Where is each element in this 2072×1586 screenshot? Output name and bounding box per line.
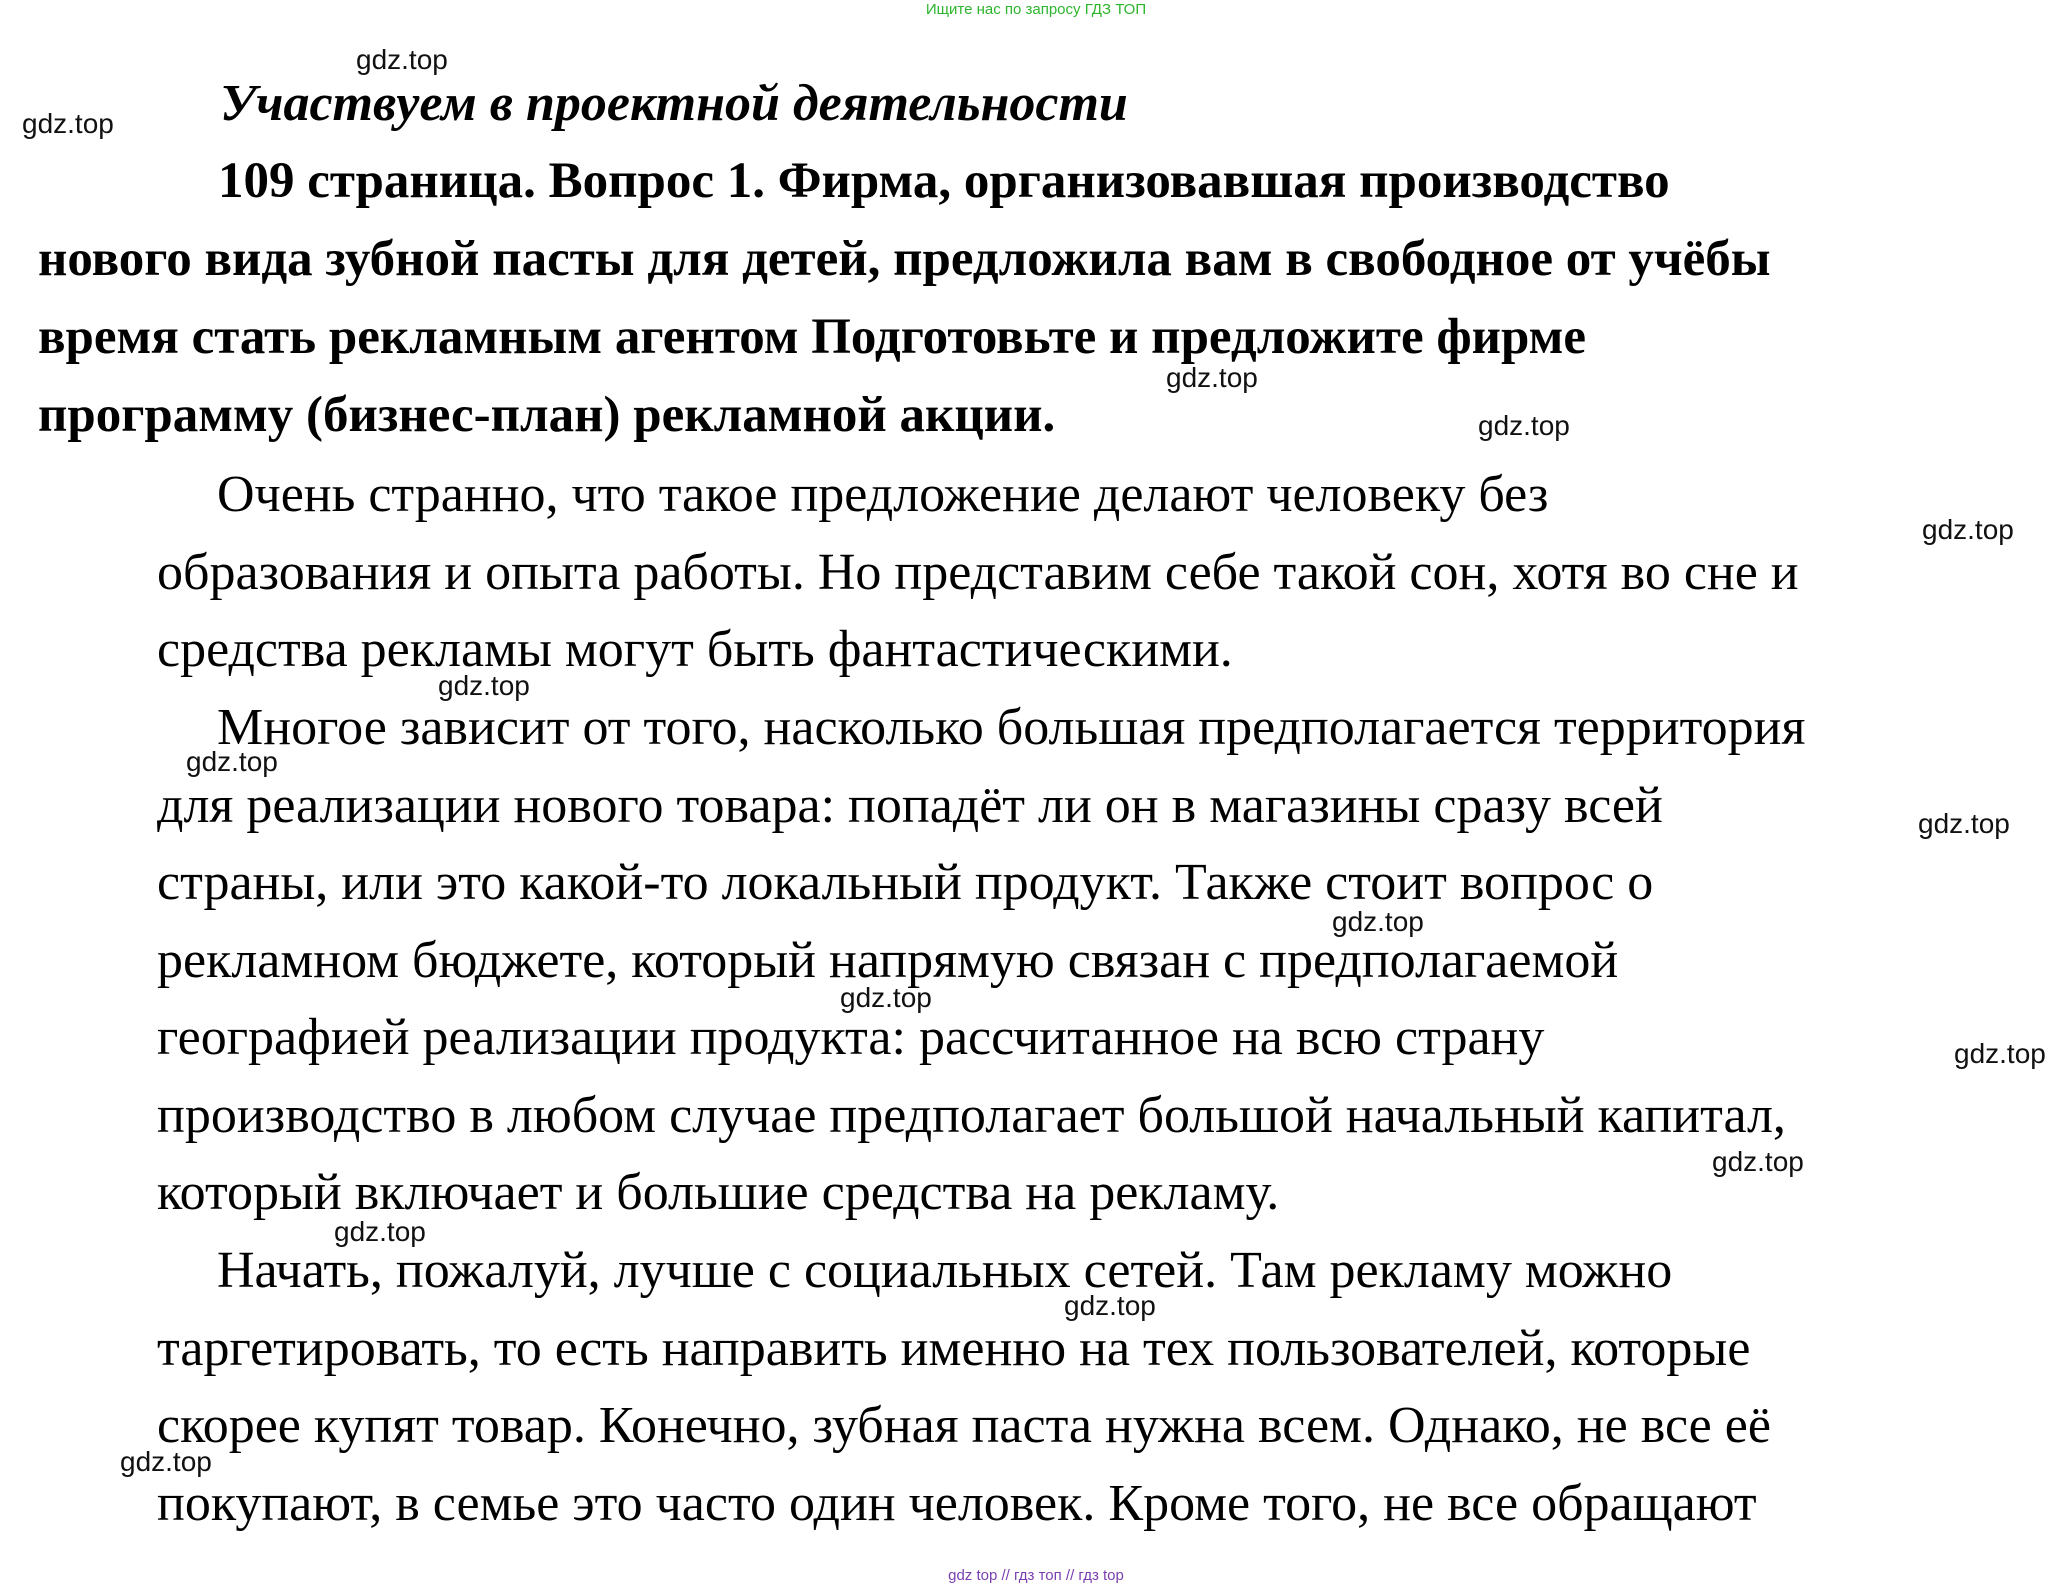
watermark: gdz.top bbox=[1954, 1038, 2046, 1069]
paragraph-line: рекламном бюджете, который напрямую связан с предполагаемой bbox=[157, 931, 1619, 989]
question-line: время стать рекламным агентом Подготовьте и предложите фирме bbox=[38, 309, 1586, 365]
answer-paragraph-3 bbox=[157, 1232, 2057, 1542]
watermark: gdz.top bbox=[1922, 514, 2014, 545]
watermark: gdz.top bbox=[334, 1216, 426, 1247]
paragraph-line: таргетировать, то есть направить именно на тех пользователей, которые bbox=[157, 1319, 1751, 1377]
watermark: gdz.top bbox=[186, 746, 278, 777]
paragraph-line: Очень странно, что такое предложение делают человеку без bbox=[217, 466, 1549, 523]
paragraph-line: образования и опыта работы. Но представим себе такой сон, хотя во сне и bbox=[157, 543, 1799, 601]
paragraph-line: средства рекламы могут быть фантастическими. bbox=[157, 621, 1233, 678]
question-line: нового вида зубной пасты для детей, предложила вам в свободное от учёбы bbox=[38, 231, 1771, 287]
watermark: gdz.top bbox=[1712, 1146, 1804, 1177]
top-banner: Ищите нас по запросу ГДЗ ТОП bbox=[925, 1, 1147, 18]
watermark: gdz.top bbox=[1332, 906, 1424, 937]
bottom-banner: gdz top // гдз топ // гдз top bbox=[948, 1567, 1124, 1584]
paragraph-line: производство в любом случае предполагает большой начальный капитал, bbox=[157, 1086, 1786, 1144]
question-line: 109 страница. Вопрос 1. Фирма, организовавшая производство bbox=[218, 153, 1670, 209]
paragraph-line: покупают, в семье это часто один человек. Кроме того, не все обращают bbox=[157, 1474, 1757, 1532]
watermark: gdz.top bbox=[1064, 1290, 1156, 1321]
paragraph-line: Многое зависит от того, насколько большая предполагается территория bbox=[217, 699, 1806, 756]
section-title: Участвуем в проектной деятельности bbox=[220, 75, 1128, 132]
paragraph-line: скорее купят товар. Конечно, зубная паста нужна всем. Однако, не все её bbox=[157, 1397, 1771, 1454]
paragraph-line: Начать, пожалуй, лучше с социальных сетей. Там рекламу можно bbox=[217, 1242, 1673, 1299]
paragraph-line: который включает и большие средства на рекламу. bbox=[157, 1164, 1280, 1221]
watermark: gdz.top bbox=[1166, 362, 1258, 393]
answer-paragraph-1 bbox=[157, 456, 2057, 689]
watermark: gdz.top bbox=[438, 670, 530, 701]
watermark: gdz.top bbox=[840, 982, 932, 1013]
watermark: gdz.top bbox=[1478, 410, 1570, 441]
watermark: gdz.top bbox=[356, 44, 448, 75]
paragraph-line: географией реализации продукта: рассчитанное на всю страну bbox=[157, 1009, 1545, 1066]
watermark: gdz.top bbox=[22, 108, 114, 139]
question-text bbox=[38, 142, 2048, 454]
watermark: gdz.top bbox=[120, 1446, 212, 1477]
question-line: программу (бизнес-план) рекламной акции. bbox=[38, 387, 1056, 443]
paragraph-line: страны, или это какой-то локальный продукт. Также стоит вопрос о bbox=[157, 854, 1654, 911]
watermark: gdz.top bbox=[1918, 808, 2010, 839]
paragraph-line: для реализации нового товара: попадёт ли он в магазины сразу всей bbox=[157, 776, 1663, 834]
